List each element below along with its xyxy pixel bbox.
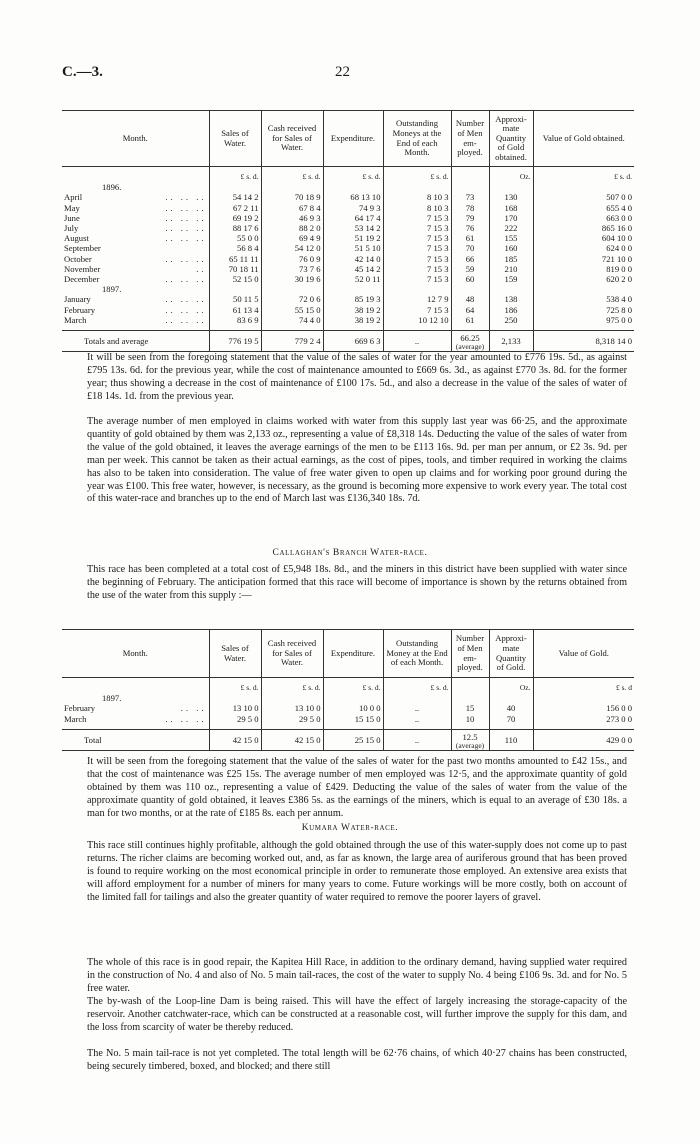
cash-cell: 55 15 0 <box>261 305 323 315</box>
unit-lsd: £ s. d. <box>209 167 261 184</box>
table-row <box>62 193 634 203</box>
year-row <box>62 183 634 193</box>
expenditure-cell: 53 14 2 <box>323 224 383 234</box>
month-name: September <box>64 243 101 254</box>
report-reference: C.—3. <box>62 64 103 80</box>
unit-lsd: £ s. d. <box>261 678 323 695</box>
outstanding-cell: 7 15 3 <box>383 234 451 244</box>
col-outstanding: Outstanding Money at the End of each Month. <box>383 630 451 678</box>
value-cell: 655 4 0 <box>533 203 634 213</box>
paragraph: The average number of men employed in claims worked with water from this supply last year was 66·25, and the approximate quantity of gold obtained by them was 2,133 oz., representing a value of £8,318 14s. Deducting the value of the sales of water from the value of the gold obtained, it leaves the average earnings of the men to be £113 16s. 9d. per man per annum, or £2 3s. 9d. per man per week. This cannot be taken as their actual earnings, as the cost of pipes, tools, and timber required in working the claims has also to be taken into consideration. The value of free water given to open up claims and for working poor ground during the year was £100. This free water, however, is necessary, as the ground is becoming more expensive to work every year. The total cost of this water-race and branches up to the end of March last was £136,340 18s. 7d. <box>87 416 627 505</box>
sales-total: 42 15 0 <box>209 729 261 750</box>
table-row <box>62 714 634 724</box>
men-cell: 66 <box>451 254 489 264</box>
cash-cell: 70 18 9 <box>261 193 323 203</box>
sales-cell: 69 19 2 <box>209 214 261 224</box>
quantity-cell: 159 <box>489 275 533 285</box>
quantity-cell: 70 <box>489 714 533 724</box>
expenditure-cell: 42 14 0 <box>323 254 383 264</box>
expenditure-cell: 38 19 2 <box>323 305 383 315</box>
sales-cell: 67 2 11 <box>209 203 261 213</box>
paragraph: This race still continues highly profitable, although the gold obtained through the use of this water-supply does not come up to past returns. The richer claims are becoming worked out, and, as far as known, the large area of auriferous ground that has been proved is found to require working on the most economical principle in order to remunerate those employed. An extensive area exists that will afford employment for a number of miners for many years to come. Future workings will be more costly, both on account of the limited fall for tailings and also the greater quantity of water required to remove the poorer layers of gravel. <box>87 840 627 903</box>
col-expenditure: Expenditure. <box>323 111 383 167</box>
outstanding-cell: 7 15 3 <box>383 224 451 234</box>
outstanding-cell: 7 15 3 <box>383 305 451 315</box>
quantity-cell: 138 <box>489 295 533 305</box>
unit-lsd: £ s. d <box>533 678 634 695</box>
men-cell: 48 <box>451 295 489 305</box>
men-cell: 73 <box>451 193 489 203</box>
men-cell: 76 <box>451 224 489 234</box>
unit-lsd: £ s. d. <box>383 167 451 184</box>
quantity-total: 110 <box>489 729 533 750</box>
col-expenditure: Expenditure. <box>323 630 383 678</box>
sales-cell: 50 11 5 <box>209 295 261 305</box>
outstanding-total: .. <box>383 330 451 351</box>
section-heading-kumara: Kumara Water-race. <box>301 823 399 833</box>
table-row <box>62 275 634 285</box>
men-cell: 78 <box>451 203 489 213</box>
value-cell: 725 8 0 <box>533 305 634 315</box>
month-name: May <box>64 202 80 213</box>
paragraph: It will be seen from the foregoing statement that the value of the sales of water for the year amounted to £776 19s. 5d., as against £795 13s. 6d. for the previous year, while the cost of maintenance amounted to £669 6s. 3d., as against £770 3s. 8d. for the former year; thus showing a decrease in the cost of maintenance of £100 17s. 5d., and also a decrease in the value of the sales of water of £18 14s. 1d. from the previous year. <box>87 352 627 402</box>
paragraph: It will be seen from the foregoing statement that the value of the sales of water for the past two months amounted to £42 15s., and that the cost of maintenance was £25 15s. The average number of men employed was 12·5, and the approximate quantity of gold obtained by them was 110 oz., representing a value of £429. Deducting the value of the sales of water from the value of the approximate quantity of gold obtained, it leaves £386 5s. as the earnings of the miners, which is equal to an average of £30 18s. a man for two months, or at the rate of £185 8s. each per annum. <box>87 756 627 819</box>
month-cell: July .. .. .. <box>64 223 207 234</box>
expenditure-total: 25 15 0 <box>323 729 383 750</box>
sales-cell: 29 5 0 <box>209 714 261 724</box>
month-cell: February .. .. .. <box>64 304 207 315</box>
col-cash: Cash received for Sales of Water. <box>261 630 323 678</box>
month-name: July <box>64 223 79 234</box>
men-cell: 79 <box>451 214 489 224</box>
month-name: March <box>64 713 87 724</box>
value-cell: 538 4 0 <box>533 295 634 305</box>
col-men: Number of Men em-ployed. <box>451 111 489 167</box>
quantity-cell: 170 <box>489 214 533 224</box>
month-name: April <box>64 192 83 203</box>
sales-cell: 65 11 11 <box>209 254 261 264</box>
quantity-cell: 160 <box>489 244 533 254</box>
men-cell: 15 <box>451 704 489 714</box>
quantity-cell: 168 <box>489 203 533 213</box>
value-total: 429 0 0 <box>533 729 634 750</box>
table-row <box>62 295 634 305</box>
average-note: (average) <box>455 341 485 351</box>
expenditure-cell: 74 9 3 <box>323 203 383 213</box>
month-name: March <box>64 314 87 325</box>
month-name: February <box>64 304 96 315</box>
section-heading-callaghans: Callaghan's Branch Water-race. <box>272 548 428 558</box>
expenditure-cell: 51 5 10 <box>323 244 383 254</box>
col-sales: Sales of Water. <box>209 630 261 678</box>
month-name: June <box>64 212 80 223</box>
quantity-cell: 185 <box>489 254 533 264</box>
cash-cell: 29 5 0 <box>261 714 323 724</box>
expenditure-cell: 68 13 10 <box>323 193 383 203</box>
month-cell: December .. .. .. <box>64 273 207 284</box>
expenditure-cell: 51 19 2 <box>323 234 383 244</box>
col-value: Value of Gold. <box>533 630 634 678</box>
col-quantity: Approxi-mate Quantity of Gold. <box>489 630 533 678</box>
cash-cell: 13 10 0 <box>261 704 323 714</box>
quantity-cell: 222 <box>489 224 533 234</box>
col-men: Number of Men em-ployed. <box>451 630 489 678</box>
value-cell: 721 10 0 <box>533 254 634 264</box>
cash-total: 42 15 0 <box>261 729 323 750</box>
table-row <box>62 305 634 315</box>
year-label: 1896. <box>102 182 122 193</box>
month-cell: March .. .. .. <box>64 314 207 325</box>
cash-cell: 69 4 9 <box>261 234 323 244</box>
value-cell: 507 0 0 <box>533 193 634 203</box>
table-row <box>62 203 634 213</box>
cash-cell: 67 8 4 <box>261 203 323 213</box>
col-month: Month. <box>62 111 209 167</box>
quantity-cell: 130 <box>489 193 533 203</box>
men-cell: 10 <box>451 714 489 724</box>
col-quantity: Approxi-mate Quantity of Gold obtained. <box>489 111 533 167</box>
sales-cell: 13 10 0 <box>209 704 261 714</box>
col-value: Value of Gold obtained. <box>533 111 634 167</box>
year-label: 1897. <box>102 693 122 704</box>
units-blank <box>451 167 489 184</box>
year-label: 1897. <box>102 284 122 295</box>
month-cell: May .. .. .. <box>64 202 207 213</box>
cash-cell: 72 0 6 <box>261 295 323 305</box>
cash-cell: 30 19 6 <box>261 275 323 285</box>
table-row <box>62 265 634 275</box>
unit-lsd: £ s. d. <box>323 167 383 184</box>
units-blank <box>451 678 489 695</box>
expenditure-cell: 15 15 0 <box>323 714 383 724</box>
expenditure-cell: 45 14 2 <box>323 265 383 275</box>
outstanding-cell: 8 10 3 <box>383 193 451 203</box>
table-row <box>62 244 634 254</box>
expenditure-cell: 38 19 2 <box>323 315 383 325</box>
table-row <box>62 214 634 224</box>
value-cell: 624 0 0 <box>533 244 634 254</box>
unit-oz: Oz. <box>489 678 533 695</box>
expenditure-cell: 85 19 3 <box>323 295 383 305</box>
quantity-cell: 186 <box>489 305 533 315</box>
average-value: 12.5 <box>462 731 478 742</box>
men-cell: 61 <box>451 234 489 244</box>
expenditure-cell: 64 17 4 <box>323 214 383 224</box>
sales-cell: 61 13 4 <box>209 305 261 315</box>
average-note: (average) <box>455 740 485 750</box>
callaghans-branch-table <box>62 629 634 751</box>
month-cell: January .. .. .. <box>64 294 207 305</box>
sales-cell: 52 15 0 <box>209 275 261 285</box>
month-name: October <box>64 253 92 264</box>
value-total: 8,318 14 0 <box>533 330 634 351</box>
men-cell: 70 <box>451 244 489 254</box>
sales-cell: 54 14 2 <box>209 193 261 203</box>
quantity-cell: 210 <box>489 265 533 275</box>
unit-oz: Oz. <box>489 167 533 184</box>
outstanding-cell: 7 15 3 <box>383 254 451 264</box>
expenditure-total: 669 6 3 <box>323 330 383 351</box>
month-name: January <box>64 294 91 305</box>
men-cell: 61 <box>451 315 489 325</box>
unit-lsd: £ s. d. <box>533 167 634 184</box>
year-row <box>62 285 634 295</box>
outstanding-cell: 7 15 3 <box>383 214 451 224</box>
value-cell: 975 0 0 <box>533 315 634 325</box>
totals-label: Totals and average <box>62 330 209 351</box>
value-cell: 663 0 0 <box>533 214 634 224</box>
value-cell: 604 10 0 <box>533 234 634 244</box>
outstanding-cell: 10 12 10 <box>383 315 451 325</box>
outstanding-cell: 7 15 3 <box>383 275 451 285</box>
quantity-cell: 155 <box>489 234 533 244</box>
paragraph: The No. 5 main tail-race is not yet completed. The total length will be 62·76 chains, of which 40·27 chains has been constructed, being securely timbered, boxed, and blocked; and there still <box>87 1048 627 1072</box>
table-row <box>62 254 634 264</box>
cash-cell: 54 12 0 <box>261 244 323 254</box>
outstanding-cell: 8 10 3 <box>383 203 451 213</box>
cash-cell: 88 2 0 <box>261 224 323 234</box>
totals-label: Total <box>62 729 209 750</box>
year-row <box>62 694 634 704</box>
water-sales-table-1896-97 <box>62 110 634 352</box>
paragraph: The whole of this race is in good repair, the Kapitea Hill Race, in addition to the ordinary demand, having supplied water required in the construction of No. 4 and also of No. 5 main tail-races, the cost of the water to supply No. 4 being £106 9s. 3d. and for No. 5 free water. <box>87 957 627 994</box>
cash-cell: 74 4 0 <box>261 315 323 325</box>
month-cell: June .. .. .. <box>64 212 207 223</box>
men-cell: 60 <box>451 275 489 285</box>
units-row <box>62 678 634 695</box>
month-cell: August .. .. .. <box>64 233 207 244</box>
cash-total: 779 2 4 <box>261 330 323 351</box>
men-average <box>451 729 489 750</box>
table-row <box>62 315 634 325</box>
outstanding-cell: 7 15 3 <box>383 244 451 254</box>
average-value: 66.25 <box>460 332 480 343</box>
expenditure-cell: 10 0 0 <box>323 704 383 714</box>
units-blank <box>62 678 209 695</box>
outstanding-cell: 7 15 3 <box>383 265 451 275</box>
month-cell: November .. <box>64 263 207 274</box>
page-number: 22 <box>335 64 350 80</box>
value-cell: 819 0 0 <box>533 265 634 275</box>
month-cell: April .. .. .. <box>64 192 207 203</box>
unit-lsd: £ s. d. <box>383 678 451 695</box>
sales-cell: 88 17 6 <box>209 224 261 234</box>
unit-lsd: £ s. d. <box>209 678 261 695</box>
value-cell: 865 16 0 <box>533 224 634 234</box>
month-name: August <box>64 233 89 244</box>
quantity-cell: 40 <box>489 704 533 714</box>
men-cell: 64 <box>451 305 489 315</box>
totals-row <box>62 330 634 351</box>
cash-cell: 46 9 3 <box>261 214 323 224</box>
month-cell: February .. .. <box>64 703 207 714</box>
outstanding-cell: .. <box>383 714 451 724</box>
quantity-cell: 250 <box>489 315 533 325</box>
value-cell: 273 0 0 <box>533 714 634 724</box>
totals-row <box>62 729 634 750</box>
units-row <box>62 167 634 184</box>
table-row <box>62 234 634 244</box>
cash-cell: 76 0 9 <box>261 254 323 264</box>
unit-lsd: £ s. d. <box>323 678 383 695</box>
men-cell: 59 <box>451 265 489 275</box>
outstanding-cell: .. <box>383 704 451 714</box>
cash-cell: 73 7 6 <box>261 265 323 275</box>
units-blank <box>62 167 209 184</box>
unit-lsd: £ s. d. <box>261 167 323 184</box>
table-row <box>62 224 634 234</box>
outstanding-total: .. <box>383 729 451 750</box>
month-name: December <box>64 273 100 284</box>
quantity-total: 2,133 <box>489 330 533 351</box>
col-outstanding: Outstanding Moneys at the End of each Month. <box>383 111 451 167</box>
col-cash: Cash received for Sales of Water. <box>261 111 323 167</box>
expenditure-cell: 52 0 11 <box>323 275 383 285</box>
sales-cell: 56 8 4 <box>209 244 261 254</box>
month-name: November <box>64 263 101 274</box>
sales-cell: 70 18 11 <box>209 265 261 275</box>
value-cell: 156 0 0 <box>533 704 634 714</box>
paragraph: This race has been completed at a total cost of £5,948 18s. 8d., and the miners in this district have been supplied with water since the beginning of February. The anticipation formed that this race will become of importance is shown by the returns obtained from the use of the water from this supply :— <box>87 564 627 601</box>
col-sales: Sales of Water. <box>209 111 261 167</box>
sales-cell: 83 6 9 <box>209 315 261 325</box>
value-cell: 620 2 0 <box>533 275 634 285</box>
sales-cell: 55 0 0 <box>209 234 261 244</box>
month-cell: October .. .. .. <box>64 253 207 264</box>
paragraph: The by-wash of the Loop-line Dam is being raised. This will have the effect of largely increasing the storage-capacity of the reservoir. Another catchwater-race, which can be constructed at a reasonable cost, will further improve the supply for this dam, and the loss from scarcity of water be thereby reduced. <box>87 996 627 1033</box>
sales-total: 776 19 5 <box>209 330 261 351</box>
outstanding-cell: 12 7 9 <box>383 295 451 305</box>
col-month: Month. <box>62 630 209 678</box>
month-name: February <box>64 703 96 714</box>
men-average <box>451 330 489 351</box>
table-row <box>62 704 634 714</box>
month-cell: March .. .. .. <box>64 713 207 724</box>
